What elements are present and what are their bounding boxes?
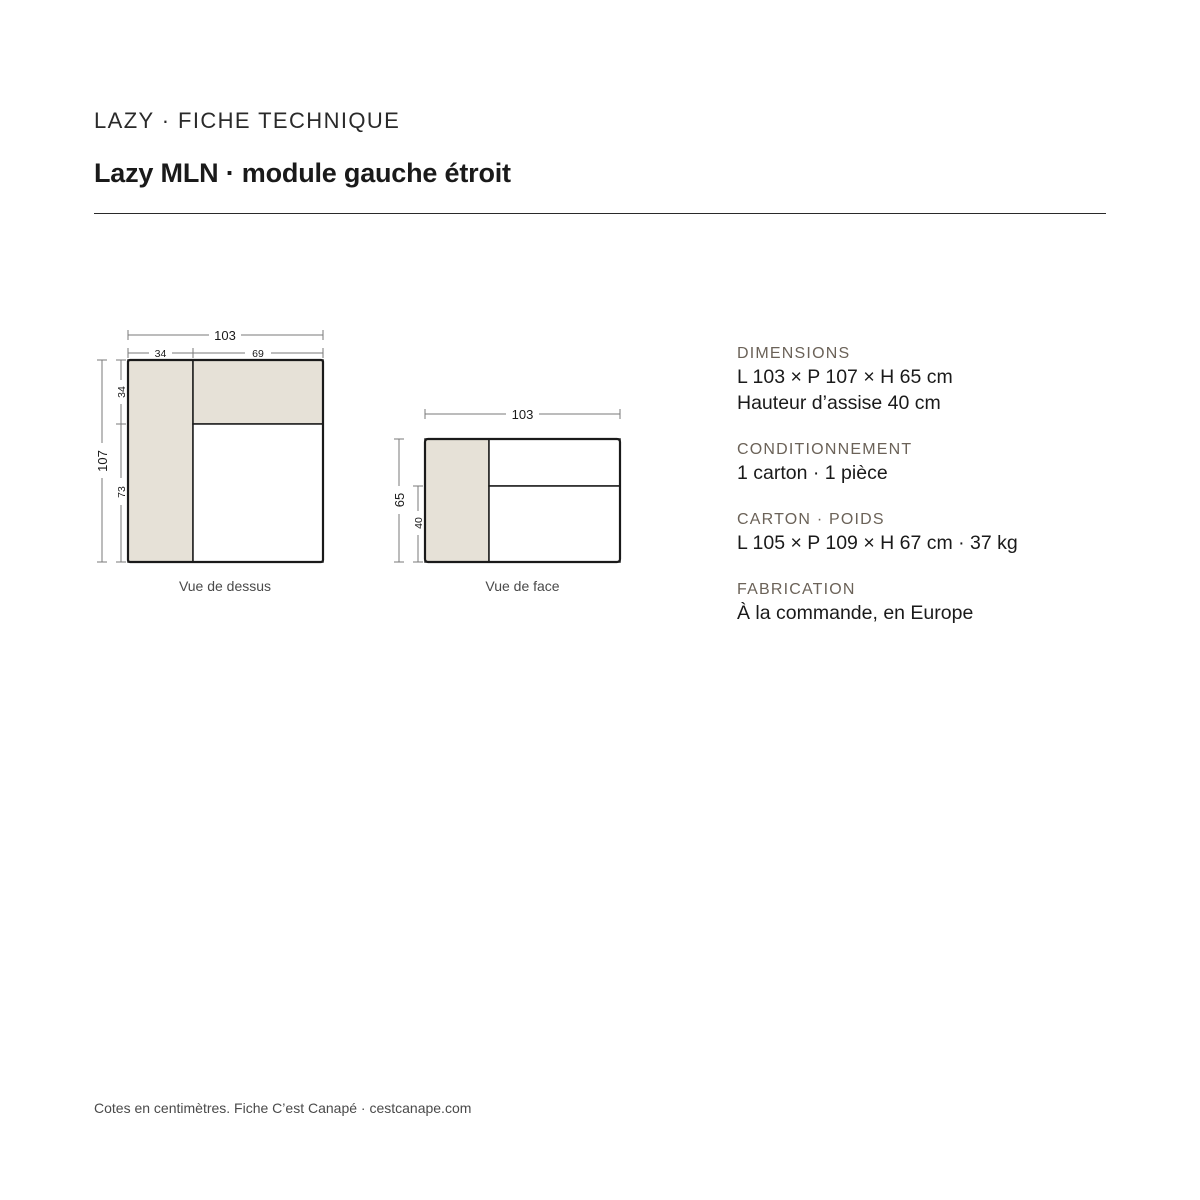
spec-value: 1 carton · 1 pièce (737, 462, 888, 484)
top-view-backrest (193, 360, 323, 424)
spec-label: CONDITIONNEMENT (737, 441, 913, 458)
top-view-width-total-label: 103 (214, 328, 236, 343)
footer-note: Cotes en centimètres. Fiche C’est Canapé · cestcanape.com (94, 1100, 472, 1116)
front-view-width-label: 103 (511, 407, 534, 422)
spec-value: L 105 × P 109 × H 67 cm · 37 kg (737, 532, 1018, 554)
front-view-height-label: 65 (392, 492, 407, 508)
top-view-armrest (128, 360, 193, 562)
front-view-caption: Vue de face (485, 578, 560, 594)
top-view-width-left-label: 34 (154, 348, 167, 360)
spec-packaging (737, 440, 1137, 486)
spec-dimensions (737, 344, 1137, 416)
top-view-seat (193, 424, 323, 562)
front-view-drawing (392, 407, 620, 594)
spec-label: CARTON · POIDS (737, 511, 885, 528)
spec-value: Hauteur d’assise 40 cm (737, 392, 941, 414)
document-kicker: LAZY · FICHE TECHNIQUE (94, 108, 401, 133)
top-view-width-right-label: 69 (252, 348, 264, 360)
front-view-seat-height-label: 40 (413, 517, 425, 529)
top-view-caption: Vue de dessus (178, 578, 272, 594)
spec-value: À la commande, en Europe (737, 602, 974, 624)
top-view-depth-seat-label: 73 (116, 486, 128, 498)
spec-list (737, 344, 1137, 650)
spec-value: L 103 × P 107 × H 65 cm (737, 366, 953, 388)
spec-label: DIMENSIONS (737, 345, 851, 362)
front-view-backrest (489, 439, 620, 486)
top-view-depth-back-label: 34 (116, 386, 128, 398)
top-view-depth-total-label: 107 (95, 450, 110, 472)
document-title: Lazy MLN · module gauche étroit (94, 158, 511, 188)
spec-manufacturing (737, 580, 1137, 626)
front-view-seat (489, 486, 620, 562)
spec-label: FABRICATION (737, 581, 856, 598)
front-view-armrest (425, 439, 489, 562)
spec-carton-weight (737, 510, 1137, 556)
top-view-drawing (95, 328, 323, 594)
